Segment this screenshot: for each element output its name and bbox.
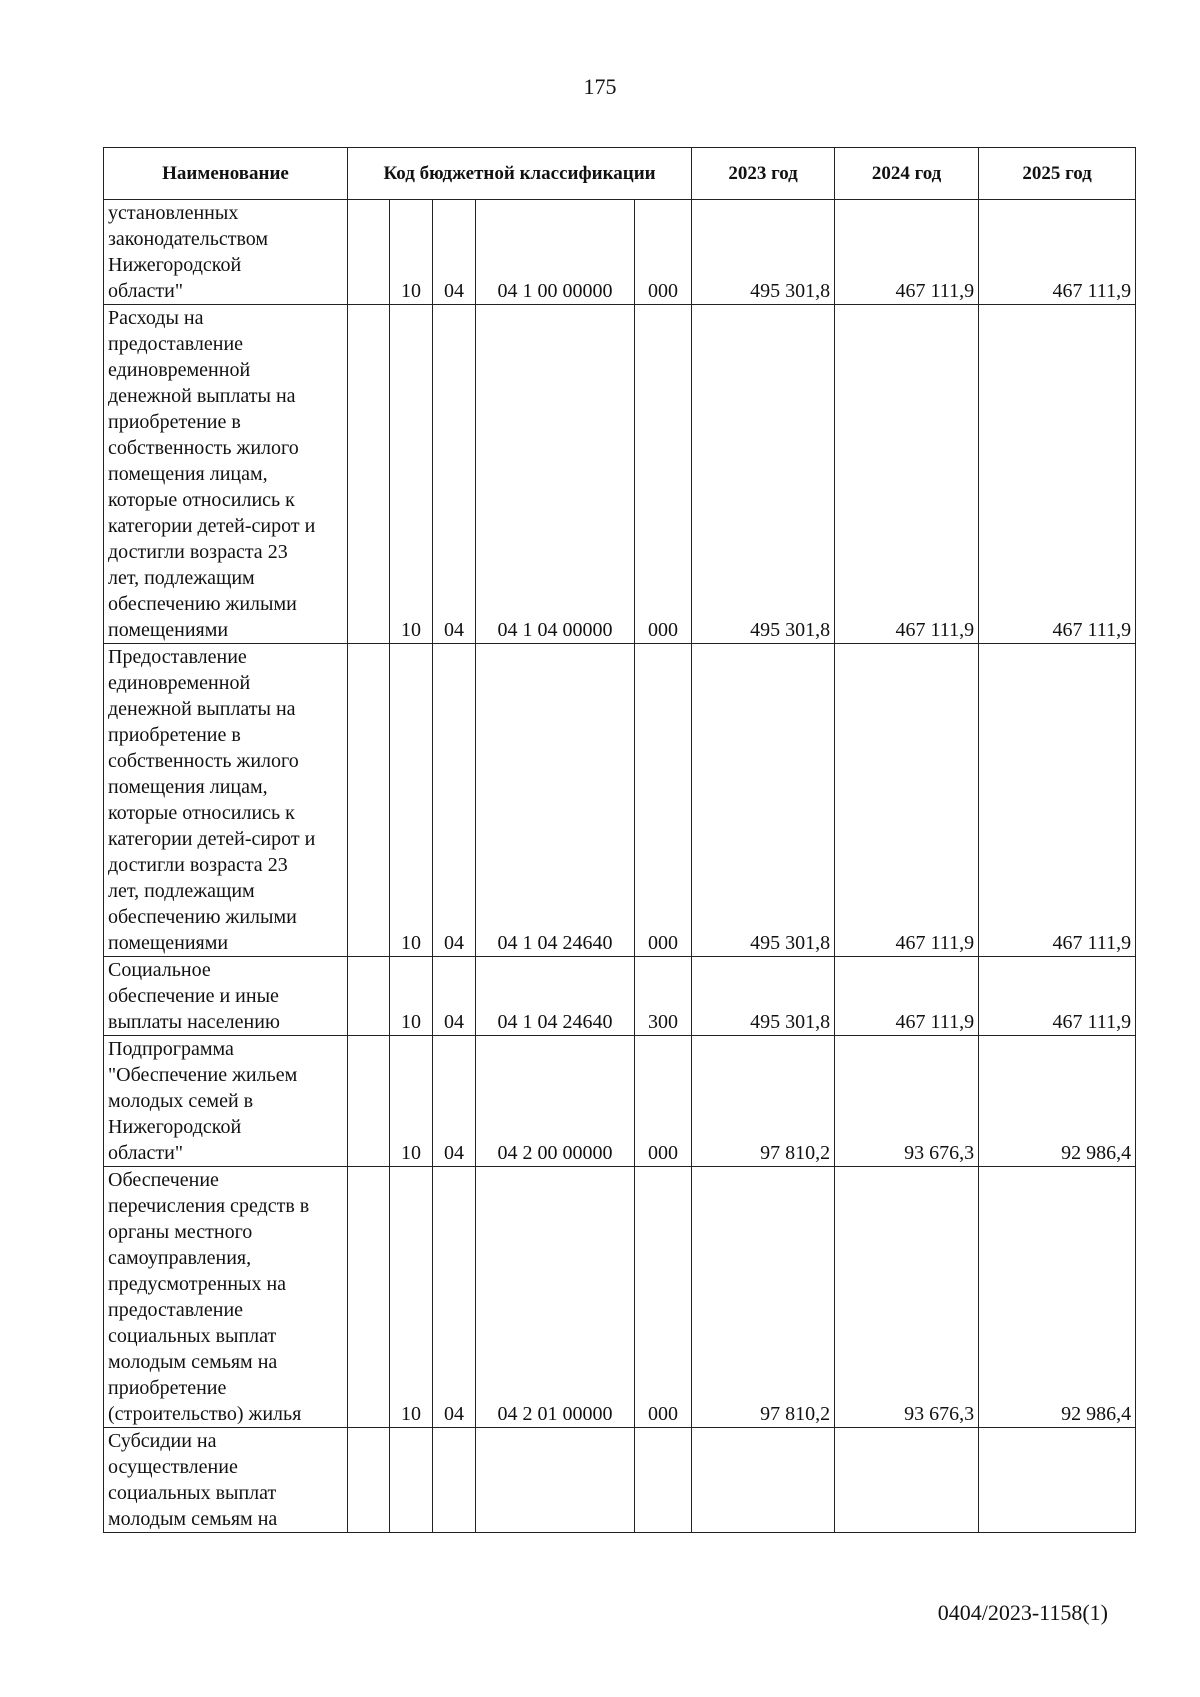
header-code: Код бюджетной классификации bbox=[348, 148, 692, 200]
row-name-line: денежной выплаты на bbox=[108, 385, 296, 407]
row-name-line: предоставление bbox=[108, 333, 244, 355]
header-row bbox=[104, 148, 1136, 200]
code-cell-1 bbox=[348, 200, 390, 305]
row-name-line: Социальное bbox=[108, 959, 211, 981]
value-2024: 93 676,3 bbox=[835, 1036, 979, 1167]
value-2023: 495 301,8 bbox=[692, 200, 835, 305]
section-code: 10 bbox=[390, 644, 433, 957]
row-name-line: социальных выплат bbox=[108, 1482, 277, 1504]
row-name-line: помещениями bbox=[108, 932, 229, 954]
code-cell-1 bbox=[348, 957, 390, 1036]
value-2023: 495 301,8 bbox=[692, 644, 835, 957]
expense-type-code: 300 bbox=[635, 957, 692, 1036]
section-code bbox=[390, 1428, 433, 1533]
row-name-line: лет, подлежащим bbox=[108, 880, 255, 902]
value-2023: 495 301,8 bbox=[692, 305, 835, 644]
subsection-code: 04 bbox=[433, 200, 476, 305]
row-name bbox=[104, 1036, 348, 1167]
section-code: 10 bbox=[390, 1036, 433, 1167]
section-code: 10 bbox=[390, 305, 433, 644]
value-2025: 467 111,9 bbox=[979, 305, 1136, 644]
value-2024: 467 111,9 bbox=[835, 305, 979, 644]
section-code: 10 bbox=[390, 1167, 433, 1428]
target-article-code: 04 1 00 00000 bbox=[476, 200, 635, 305]
row-name-line: осуществление bbox=[108, 1456, 238, 1478]
row-name-line: приобретение bbox=[108, 1377, 227, 1399]
document-id: 0404/2023-1158(1) bbox=[937, 1600, 1108, 1625]
code-cell-1 bbox=[348, 1036, 390, 1167]
value-2025: 92 986,4 bbox=[979, 1167, 1136, 1428]
table-row bbox=[104, 1036, 1136, 1167]
subsection-code: 04 bbox=[433, 957, 476, 1036]
row-name-line: единовременной bbox=[108, 672, 251, 694]
header-2024: 2024 год bbox=[835, 148, 979, 200]
row-name-line: органы местного bbox=[108, 1221, 253, 1243]
row-name-line: собственность жилого bbox=[108, 750, 299, 772]
row-name-line: помещениями bbox=[108, 619, 229, 641]
row-name-line: Нижегородской bbox=[108, 254, 242, 276]
expense-type-code: 000 bbox=[635, 644, 692, 957]
value-2023: 495 301,8 bbox=[692, 957, 835, 1036]
value-2023: 97 810,2 bbox=[692, 1036, 835, 1167]
row-name-line: Подпрограмма bbox=[108, 1038, 234, 1060]
budget-table bbox=[103, 147, 1136, 1533]
row-name bbox=[104, 957, 348, 1036]
row-name bbox=[104, 200, 348, 305]
row-name-line: предоставление bbox=[108, 1299, 244, 1321]
expense-type-code bbox=[635, 1428, 692, 1533]
target-article-code: 04 1 04 24640 bbox=[476, 644, 635, 957]
table-row bbox=[104, 200, 1136, 305]
row-name-line: молодым семьям на bbox=[108, 1351, 278, 1373]
table-row bbox=[104, 1428, 1136, 1533]
subsection-code: 04 bbox=[433, 1167, 476, 1428]
code-cell-1 bbox=[348, 644, 390, 957]
value-2025: 467 111,9 bbox=[979, 200, 1136, 305]
row-name-line: приобретение в bbox=[108, 724, 241, 746]
table-row bbox=[104, 1167, 1136, 1428]
row-name-line: Предоставление bbox=[108, 646, 247, 668]
value-2024: 467 111,9 bbox=[835, 644, 979, 957]
row-name-line: области" bbox=[108, 1142, 184, 1164]
row-name-line: молодым семьям на bbox=[108, 1508, 278, 1530]
row-name-line: помещения лицам, bbox=[108, 776, 268, 798]
target-article-code: 04 2 00 00000 bbox=[476, 1036, 635, 1167]
value-2024: 467 111,9 bbox=[835, 200, 979, 305]
row-name-line: которые относились к bbox=[108, 802, 295, 824]
row-name-line: (строительство) жилья bbox=[108, 1403, 302, 1425]
row-name-line: денежной выплаты на bbox=[108, 698, 296, 720]
value-2025: 92 986,4 bbox=[979, 1036, 1136, 1167]
row-name-line: молодых семей в bbox=[108, 1090, 254, 1112]
subsection-code bbox=[433, 1428, 476, 1533]
row-name-line: обеспечение и иные bbox=[108, 985, 279, 1007]
header-2023: 2023 год bbox=[692, 148, 835, 200]
value-2023: 97 810,2 bbox=[692, 1167, 835, 1428]
row-name-line: достигли возраста 23 bbox=[108, 854, 288, 876]
row-name-line: выплаты населению bbox=[108, 1011, 280, 1033]
row-name bbox=[104, 1167, 348, 1428]
target-article-code: 04 2 01 00000 bbox=[476, 1167, 635, 1428]
row-name-line: достигли возраста 23 bbox=[108, 541, 288, 563]
row-name-line: лет, подлежащим bbox=[108, 567, 255, 589]
row-name-line: самоуправления, bbox=[108, 1247, 252, 1269]
expense-type-code: 000 bbox=[635, 200, 692, 305]
page-number: 175 bbox=[583, 74, 617, 99]
row-name-line: собственность жилого bbox=[108, 437, 299, 459]
value-2024: 467 111,9 bbox=[835, 957, 979, 1036]
value-2025: 467 111,9 bbox=[979, 644, 1136, 957]
row-name bbox=[104, 305, 348, 644]
table-body bbox=[104, 200, 1136, 1533]
row-name-line: предусмотренных на bbox=[108, 1273, 287, 1295]
target-article-code bbox=[476, 1428, 635, 1533]
row-name-line: Субсидии на bbox=[108, 1430, 217, 1452]
row-name-line: Нижегородской bbox=[108, 1116, 242, 1138]
section-code: 10 bbox=[390, 957, 433, 1036]
row-name bbox=[104, 1428, 348, 1533]
row-name-line: обеспечению жилыми bbox=[108, 906, 297, 928]
row-name-line: Расходы на bbox=[108, 307, 204, 329]
value-2025: 467 111,9 bbox=[979, 957, 1136, 1036]
expense-type-code: 000 bbox=[635, 1167, 692, 1428]
header-2025: 2025 год bbox=[979, 148, 1136, 200]
row-name-line: помещения лицам, bbox=[108, 463, 268, 485]
row-name-line: установленных bbox=[108, 202, 239, 224]
row-name-line: области" bbox=[108, 280, 184, 302]
row-name-line: перечисления средств в bbox=[108, 1195, 310, 1217]
value-2023 bbox=[692, 1428, 835, 1533]
row-name-line: социальных выплат bbox=[108, 1325, 277, 1347]
code-cell-1 bbox=[348, 1167, 390, 1428]
code-cell-1 bbox=[348, 305, 390, 644]
expense-type-code: 000 bbox=[635, 1036, 692, 1167]
subsection-code: 04 bbox=[433, 305, 476, 644]
row-name-line: обеспечению жилыми bbox=[108, 593, 297, 615]
row-name-line: которые относились к bbox=[108, 489, 295, 511]
table-row bbox=[104, 957, 1136, 1036]
header-name: Наименование bbox=[104, 148, 348, 200]
target-article-code: 04 1 04 00000 bbox=[476, 305, 635, 644]
code-cell-1 bbox=[348, 1428, 390, 1533]
target-article-code: 04 1 04 24640 bbox=[476, 957, 635, 1036]
row-name-line: "Обеспечение жильем bbox=[108, 1064, 298, 1086]
value-2024 bbox=[835, 1428, 979, 1533]
row-name-line: законодательством bbox=[108, 228, 269, 250]
section-code: 10 bbox=[390, 200, 433, 305]
subsection-code: 04 bbox=[433, 1036, 476, 1167]
subsection-code: 04 bbox=[433, 644, 476, 957]
expense-type-code: 000 bbox=[635, 305, 692, 644]
table-row bbox=[104, 644, 1136, 957]
row-name-line: Обеспечение bbox=[108, 1169, 219, 1191]
row-name-line: приобретение в bbox=[108, 411, 241, 433]
value-2025 bbox=[979, 1428, 1136, 1533]
row-name-line: категории детей-сирот и bbox=[108, 515, 316, 537]
value-2024: 93 676,3 bbox=[835, 1167, 979, 1428]
row-name-line: категории детей-сирот и bbox=[108, 828, 316, 850]
row-name-line: единовременной bbox=[108, 359, 251, 381]
table-row bbox=[104, 305, 1136, 644]
row-name bbox=[104, 644, 348, 957]
